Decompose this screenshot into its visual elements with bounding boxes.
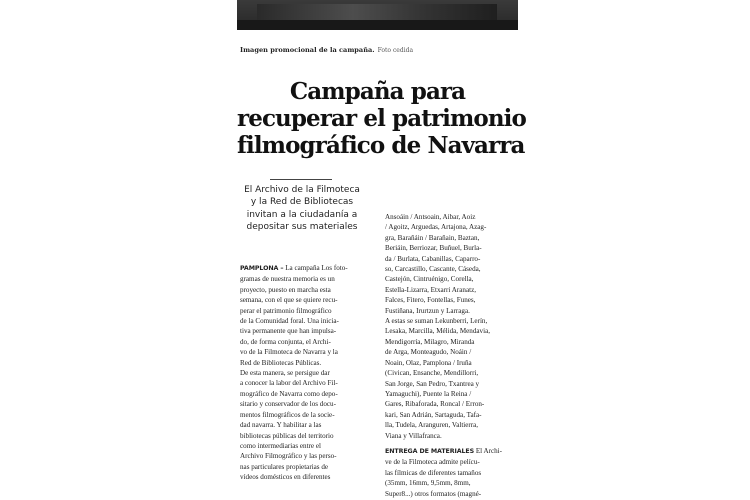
body-line: Falces, Fitero, Fontellas, Funes,	[385, 296, 476, 305]
article-photo	[237, 0, 518, 30]
body-line: vo de la Filmoteca de Navarra y la	[240, 348, 338, 357]
body-line: (35mm, 16mm, 9,5mm, 8mm,	[385, 479, 471, 488]
body-line: Gares, Ribaforada, Roncal / Erron-	[385, 400, 485, 409]
headline-line: filmográfico de Navarra	[237, 132, 525, 159]
body-line: tiva permanente que han impulsa-	[240, 327, 337, 336]
body-line: Viana y Villafranca.	[385, 431, 442, 440]
body-line: Red de Bibliotecas Públicas.	[240, 358, 322, 367]
section-lead: ENTREGA DE MATERIALES	[385, 448, 475, 455]
body-first-text: La campaña Los foto-	[283, 264, 348, 272]
deck-line: El Archivo de la Filmoteca	[244, 185, 360, 195]
photo-shadow	[237, 20, 518, 30]
body-line: vídeos domésticos en diferentes	[240, 473, 331, 482]
body-line: bibliotecas públicas del territorio	[240, 431, 334, 440]
body-line: de Arga, Monteagudo, Noáin /	[385, 348, 472, 357]
body-line: Archivo Filmográfico y las perso-	[240, 452, 337, 461]
body-line: San Jorge, San Pedro, Txantrea y	[385, 379, 480, 388]
headline	[237, 78, 526, 159]
body-line: gramas de nuestra memoria es un	[240, 275, 335, 284]
body-line: De esta manera, se persigue dar	[240, 369, 330, 378]
body-line: Fustiñana, Irurtzun y Larraga.	[385, 306, 470, 315]
section-first-line	[385, 446, 517, 457]
body-line: Lesaka, Marcilla, Mélida, Mendavia,	[385, 327, 490, 336]
body-column-right	[385, 212, 517, 441]
body-line: so, Carcastillo, Cascante, Cáseda,	[385, 265, 481, 274]
body-line: Beriáin, Berriozar, Buñuel, Burla-	[385, 244, 482, 253]
body-line: Noain, Olaz, Pamplona / Iruña	[385, 358, 472, 367]
deck-line: depositar sus materiales	[246, 221, 358, 232]
body-line: Mendigorría, Milagro, Miranda	[385, 337, 475, 346]
body-first-line	[240, 263, 362, 274]
body-line: do, de forma conjunta, el Archi-	[240, 337, 331, 346]
photo-caption	[240, 46, 540, 54]
body-line: gra, Barañáin / Barañain, Baztan,	[385, 233, 480, 242]
body-line: da / Burlata, Cabanillas, Caparro-	[385, 254, 481, 263]
subheadline	[238, 184, 366, 233]
body-column-right-section	[385, 446, 517, 499]
body-line: las fílmicas de diferentes tamaños	[385, 468, 482, 477]
body-line: a conocer la labor del Archivo Fil-	[240, 379, 338, 388]
dateline: PAMPLONA –	[240, 265, 284, 272]
body-line: mográfico de Navarra como depo-	[240, 389, 338, 398]
body-line: nas particulares propietarias de	[240, 462, 329, 471]
deck-line: invitan a la ciudadanía a	[246, 209, 358, 220]
body-line: / Agoitz, Arguedas, Artajona, Azag-	[385, 223, 487, 232]
body-line: kari, San Adrián, Sartaguda, Tafa-	[385, 410, 482, 419]
body-line: proyecto, puesto en marcha esta	[240, 285, 331, 294]
body-line: Castejón, Cintruénigo, Corella,	[385, 275, 474, 284]
body-line: como intermediarias entre el	[240, 441, 321, 450]
section-first-text: El Archi-	[474, 447, 503, 455]
caption-text: Imagen promocional de la campaña.	[240, 46, 375, 54]
deck-rule	[270, 179, 332, 180]
body-line: Ansoáin / Antsoain, Aibar, Aoiz	[385, 213, 476, 221]
deck-line: y la Red de Bibliotecas	[250, 197, 354, 208]
body-line: Yamaguchi), Puente la Reina /	[385, 389, 472, 398]
body-line: mentos filmográficos de la socie-	[240, 410, 335, 419]
body-line: de la Comunidad foral. Una inicia-	[240, 317, 339, 326]
body-line: Estella-Lizarra, Etxarri Aranatz,	[385, 285, 476, 294]
body-line: dad navarra. Y habilitar a las	[240, 421, 322, 430]
body-line: A estas se suman Lekunberri, Lerín,	[385, 317, 488, 326]
body-line: sitario y conservador de los docu-	[240, 400, 336, 409]
body-line: ve de la Filmoteca admite pelícu-	[385, 458, 480, 467]
headline-line: Campaña para	[289, 78, 466, 105]
body-column-left	[240, 263, 362, 483]
body-line: (Civican, Ensanche, Mendillorri,	[385, 369, 479, 378]
body-line: semana, con el que se quiere recu-	[240, 296, 338, 305]
body-line: Super8...) otros formatos (magné-	[385, 489, 482, 498]
caption-credit: Foto cedida	[377, 47, 414, 54]
headline-line: recuperar el patrimonio	[237, 105, 526, 132]
body-line: perar el patrimonio filmográfico	[240, 306, 332, 315]
body-line: lla, Tudela, Aranguren, Valtierra,	[385, 421, 479, 430]
